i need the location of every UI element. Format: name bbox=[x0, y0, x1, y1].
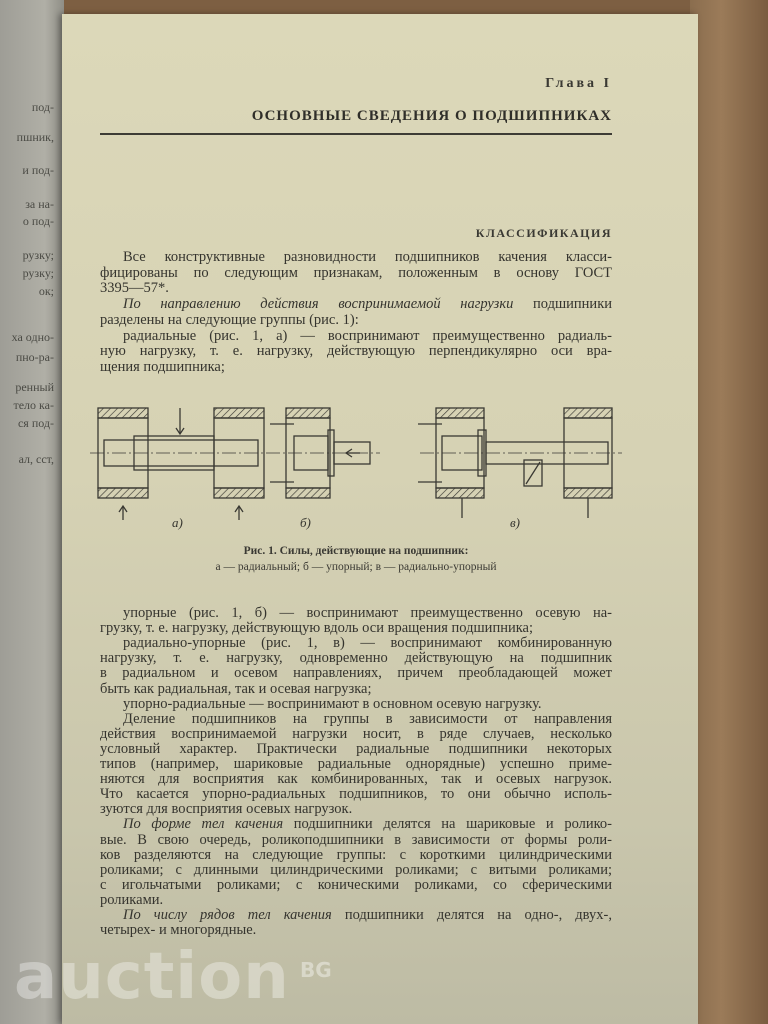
text-line: ную нагрузку, т. е. нагрузку, действующую перпендикулярно оси вра- bbox=[100, 343, 612, 360]
line-text: подшипники bbox=[513, 296, 612, 313]
text-line: упорные (рис. 1, б) — воспринимают преимущественно осевую на- bbox=[123, 605, 612, 621]
left-page-text-fragment: рузку; bbox=[22, 266, 54, 280]
radial-bearing-diagram bbox=[98, 408, 264, 520]
text-line: роликами; с длинными цилиндрическими роликами; с витыми роликами; bbox=[100, 861, 612, 878]
left-page-edge bbox=[0, 0, 64, 1024]
text-line: щения подшипника; bbox=[100, 358, 225, 375]
line-text: подшипники делятся на шариковые и ролико- bbox=[283, 816, 613, 833]
text-line bbox=[123, 817, 612, 832]
text-line: радиальные (рис. 1, а) — воспринимают преимущественно радиаль- bbox=[123, 327, 612, 344]
line-text: подшипники делятся на одно-, двух-, bbox=[331, 907, 612, 923]
text-line: фицированы по следующим признакам, положенным в основу ГОСТ bbox=[100, 264, 612, 281]
title-rule bbox=[100, 133, 612, 135]
text-line: грузку, т. е. нагрузку, действующую вдоль оси вращения подшипника; bbox=[100, 620, 534, 637]
text-line: нагрузку, т. е. нагрузку, одновременно действующую на подшипник bbox=[100, 650, 612, 667]
text-line: упорно-радиальные — воспринимают в основном осевую нагрузку. bbox=[123, 695, 542, 712]
figure-caption-title: Рис. 1. Силы, действующие на подшипник: bbox=[243, 545, 469, 557]
text-line: условный характер. Практически радиальные подшипники некоторых bbox=[100, 740, 612, 757]
text-line: Деление подшипников на группы в зависимости от направления bbox=[123, 710, 612, 727]
text-line: с игольчатыми роликами; с коническими роликами, со сферическими bbox=[100, 876, 612, 893]
bearing-forces-figure bbox=[90, 400, 630, 520]
left-page-text-fragment: тело ка- bbox=[13, 398, 54, 412]
text-line: действия воспринимаемой нагрузки носит, в ряде случаев, несколько bbox=[100, 725, 612, 742]
text-line: ков разделяются на следующие группы: с короткими цилиндрическими bbox=[100, 846, 612, 863]
left-page-text-fragment: пшник, bbox=[16, 130, 54, 144]
text-line bbox=[123, 908, 612, 923]
text-line bbox=[123, 297, 612, 312]
left-page-text-fragment: за на- bbox=[25, 197, 54, 211]
left-page-text-fragment: ал, сст, bbox=[18, 452, 54, 466]
left-page-text-fragment: ся под- bbox=[17, 416, 54, 430]
chapter-title: ОСНОВНЫЕ СВЕДЕНИЯ О ПОДШИПНИКАХ bbox=[251, 108, 612, 124]
text-line: 3395—57*. bbox=[100, 280, 169, 297]
left-page-text-fragment: ренный bbox=[15, 380, 54, 394]
left-page-text-fragment: и под- bbox=[22, 163, 54, 177]
text-line: типов (например, шариковые радиальные однорядные) успешно приме- bbox=[100, 756, 612, 772]
text-line: в радиальном и осевом направлениях, причем преобладающей может bbox=[100, 665, 612, 682]
wooden-background bbox=[690, 0, 768, 1024]
text-line: Все конструктивные разновидности подшипников качения класси- bbox=[123, 249, 612, 265]
text-line: быть как радиальная, так и осевая нагрузка; bbox=[100, 680, 372, 697]
figure-caption-legend: а — радиальный; б — упорный; в — радиально-упорный bbox=[215, 561, 497, 573]
text-line: вые. В свою очередь, роликоподшипники в зависимости от формы роли- bbox=[100, 831, 612, 848]
text-line: няются для восприятия как комбинированных, так и осевых нагрузок. bbox=[100, 771, 612, 788]
text-line: радиально-упорные (рис. 1, в) — воспринимают комбинированную bbox=[123, 635, 612, 652]
left-page-text-fragment: ок; bbox=[38, 284, 54, 298]
figure-label-a: а) bbox=[172, 515, 183, 530]
italic-emphasis: По направлению действия воспринимаемой нагрузки bbox=[123, 296, 514, 313]
left-page-text-fragment: пно-ра- bbox=[15, 350, 54, 364]
figure-label-b: б) bbox=[300, 515, 311, 530]
figure-label-v: в) bbox=[510, 515, 520, 530]
watermark-suffix: BG bbox=[300, 958, 332, 982]
left-page-text-fragment: под- bbox=[31, 100, 54, 114]
section-heading: КЛАССИФИКАЦИЯ bbox=[475, 226, 612, 240]
italic-emphasis: По форме тел качения bbox=[123, 816, 284, 833]
left-page-text-fragment: рузку; bbox=[22, 248, 54, 262]
italic-emphasis: По числу рядов тел качения bbox=[123, 907, 332, 923]
watermark-logo: auction bbox=[14, 940, 290, 1014]
text-line: роликами. bbox=[100, 891, 164, 908]
angular-contact-bearing-diagram bbox=[418, 408, 612, 518]
text-line: разделены на следующие группы (рис. 1): bbox=[100, 311, 359, 328]
text-line: четырех- и многорядные. bbox=[100, 922, 257, 939]
text-line: зуются для восприятия осевых нагрузок. bbox=[100, 801, 353, 818]
text-line: Что касается упорно-радиальных подшипников, то они обычно исполь- bbox=[100, 786, 612, 803]
chapter-label: Глава I bbox=[545, 76, 612, 91]
left-page-text-fragment: ха одно- bbox=[11, 330, 54, 344]
left-page-text-fragment: о под- bbox=[22, 214, 54, 228]
